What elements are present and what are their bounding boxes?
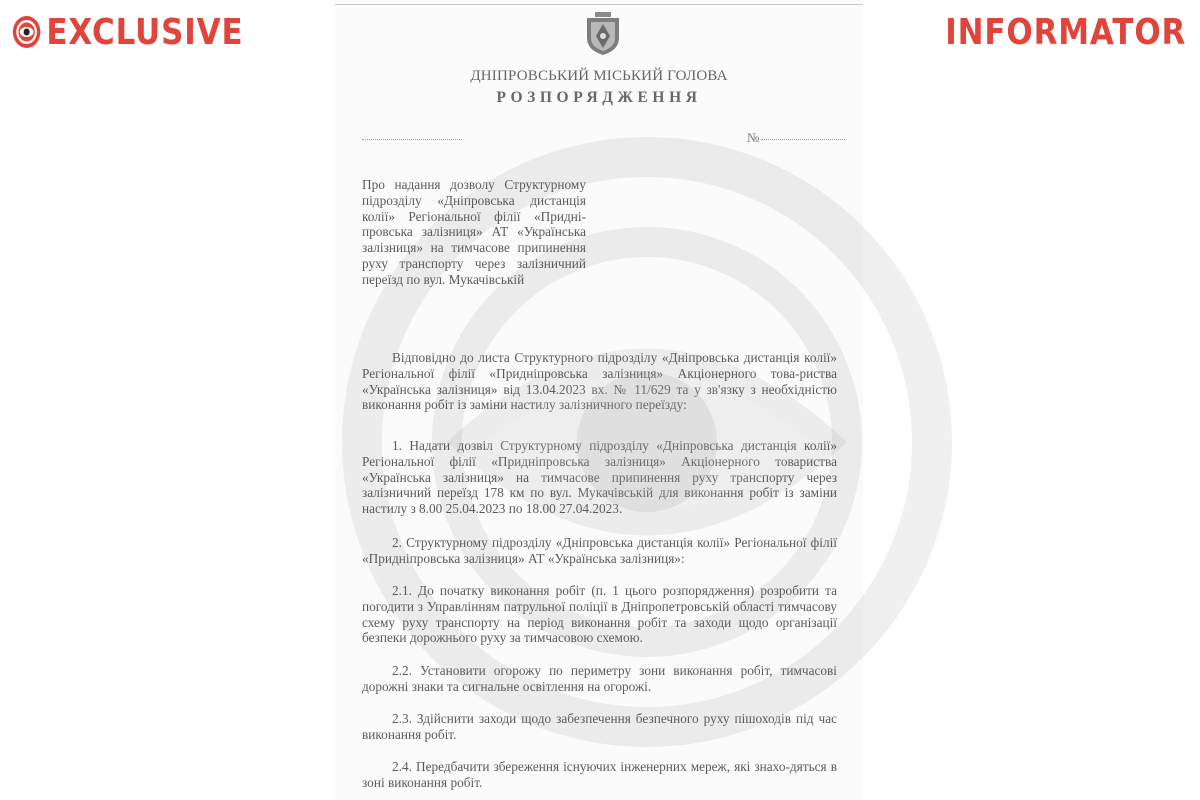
order-title: РОЗПОРЯДЖЕННЯ: [496, 89, 702, 106]
clause-2-paragraph: 2. Структурному підрозділу «Дніпровська дистанція колії» Регіональної філії «Придніпровська залізниця» АТ «Українська залізниця»:: [362, 535, 837, 566]
exclusive-badge: [12, 10, 243, 54]
clause-2-2-paragraph: 2.2. Установити огорожу по периметру зони виконання робіт, тимчасові дорожні знаки та сигнальне освітлення на огорожі.: [362, 663, 837, 694]
preamble-paragraph: Відповідно до листа Структурного підрозділу «Дніпровська дистанція колії» Регіональної філії «Придніпровська залізниця» Акціонерного това-риства «Українська залізниця» від 13.04.2023 вх. № 11/629 та у зв'язку з необхідністю виконання робіт із заміни настилу залізничного переїзду:: [362, 350, 837, 413]
eye-logo-icon: [12, 15, 41, 49]
clause-1-paragraph: 1. Надати дозвіл Структурному підрозділу «Дніпровська дистанція колії» Регіональної філії «Придніпровська залізниця» Акціонерного товариства «Українська залізниця» на тимчасове припинення руху транспорту через залізничний переїзд 178 км по вул. Мукачівській для виконання робіт із заміни настилу з 8.00 25.04.2023 по 18.00 27.04.2023.: [362, 438, 837, 517]
number-sign: №: [747, 130, 760, 145]
clause-2-1-paragraph: 2.1. До початку виконання робіт (п. 1 цього розпорядження) розробити та погодити з Управлінням патрульної поліції в Дніпропетровській області тимчасову схему руху транспорту на період виконання робіт та заходи щодо організації безпеки дорожнього руху за тимчасовою схемою.: [362, 583, 837, 646]
informator-badge: [945, 10, 1186, 54]
clause-2-4-paragraph: 2.4. Передбачити збереження існуючих інженерних мереж, які знахо-дяться в зоні виконання робіт.: [362, 759, 837, 790]
exclusive-label: EXCLUSIVE: [46, 11, 244, 53]
dnipro-coat-of-arms-icon: [583, 10, 623, 56]
document-page: [335, 0, 863, 800]
number-placeholder-line: [761, 139, 845, 140]
clause-2-3-paragraph: 2.3. Здійснити заходи щодо забезпечення безпечного руху пішоходів під час виконання робіт.: [362, 711, 837, 742]
mayor-heading: ДНІПРОВСЬКИЙ МІСЬКИЙ ГОЛОВА: [470, 68, 728, 84]
order-subject: Про надання дозволу Структурному підрозділу «Дніпровська дистанція колії» Регіональної філії «Придні-провська залізниця» АТ «Українська залізниця» на тимчасове припинення руху транспорту через залізничний переїзд по вул. Мукачівській: [362, 177, 586, 287]
date-placeholder-line: [362, 139, 462, 140]
document-content: [335, 0, 863, 800]
informator-label: INFORMATOR: [945, 11, 1186, 53]
